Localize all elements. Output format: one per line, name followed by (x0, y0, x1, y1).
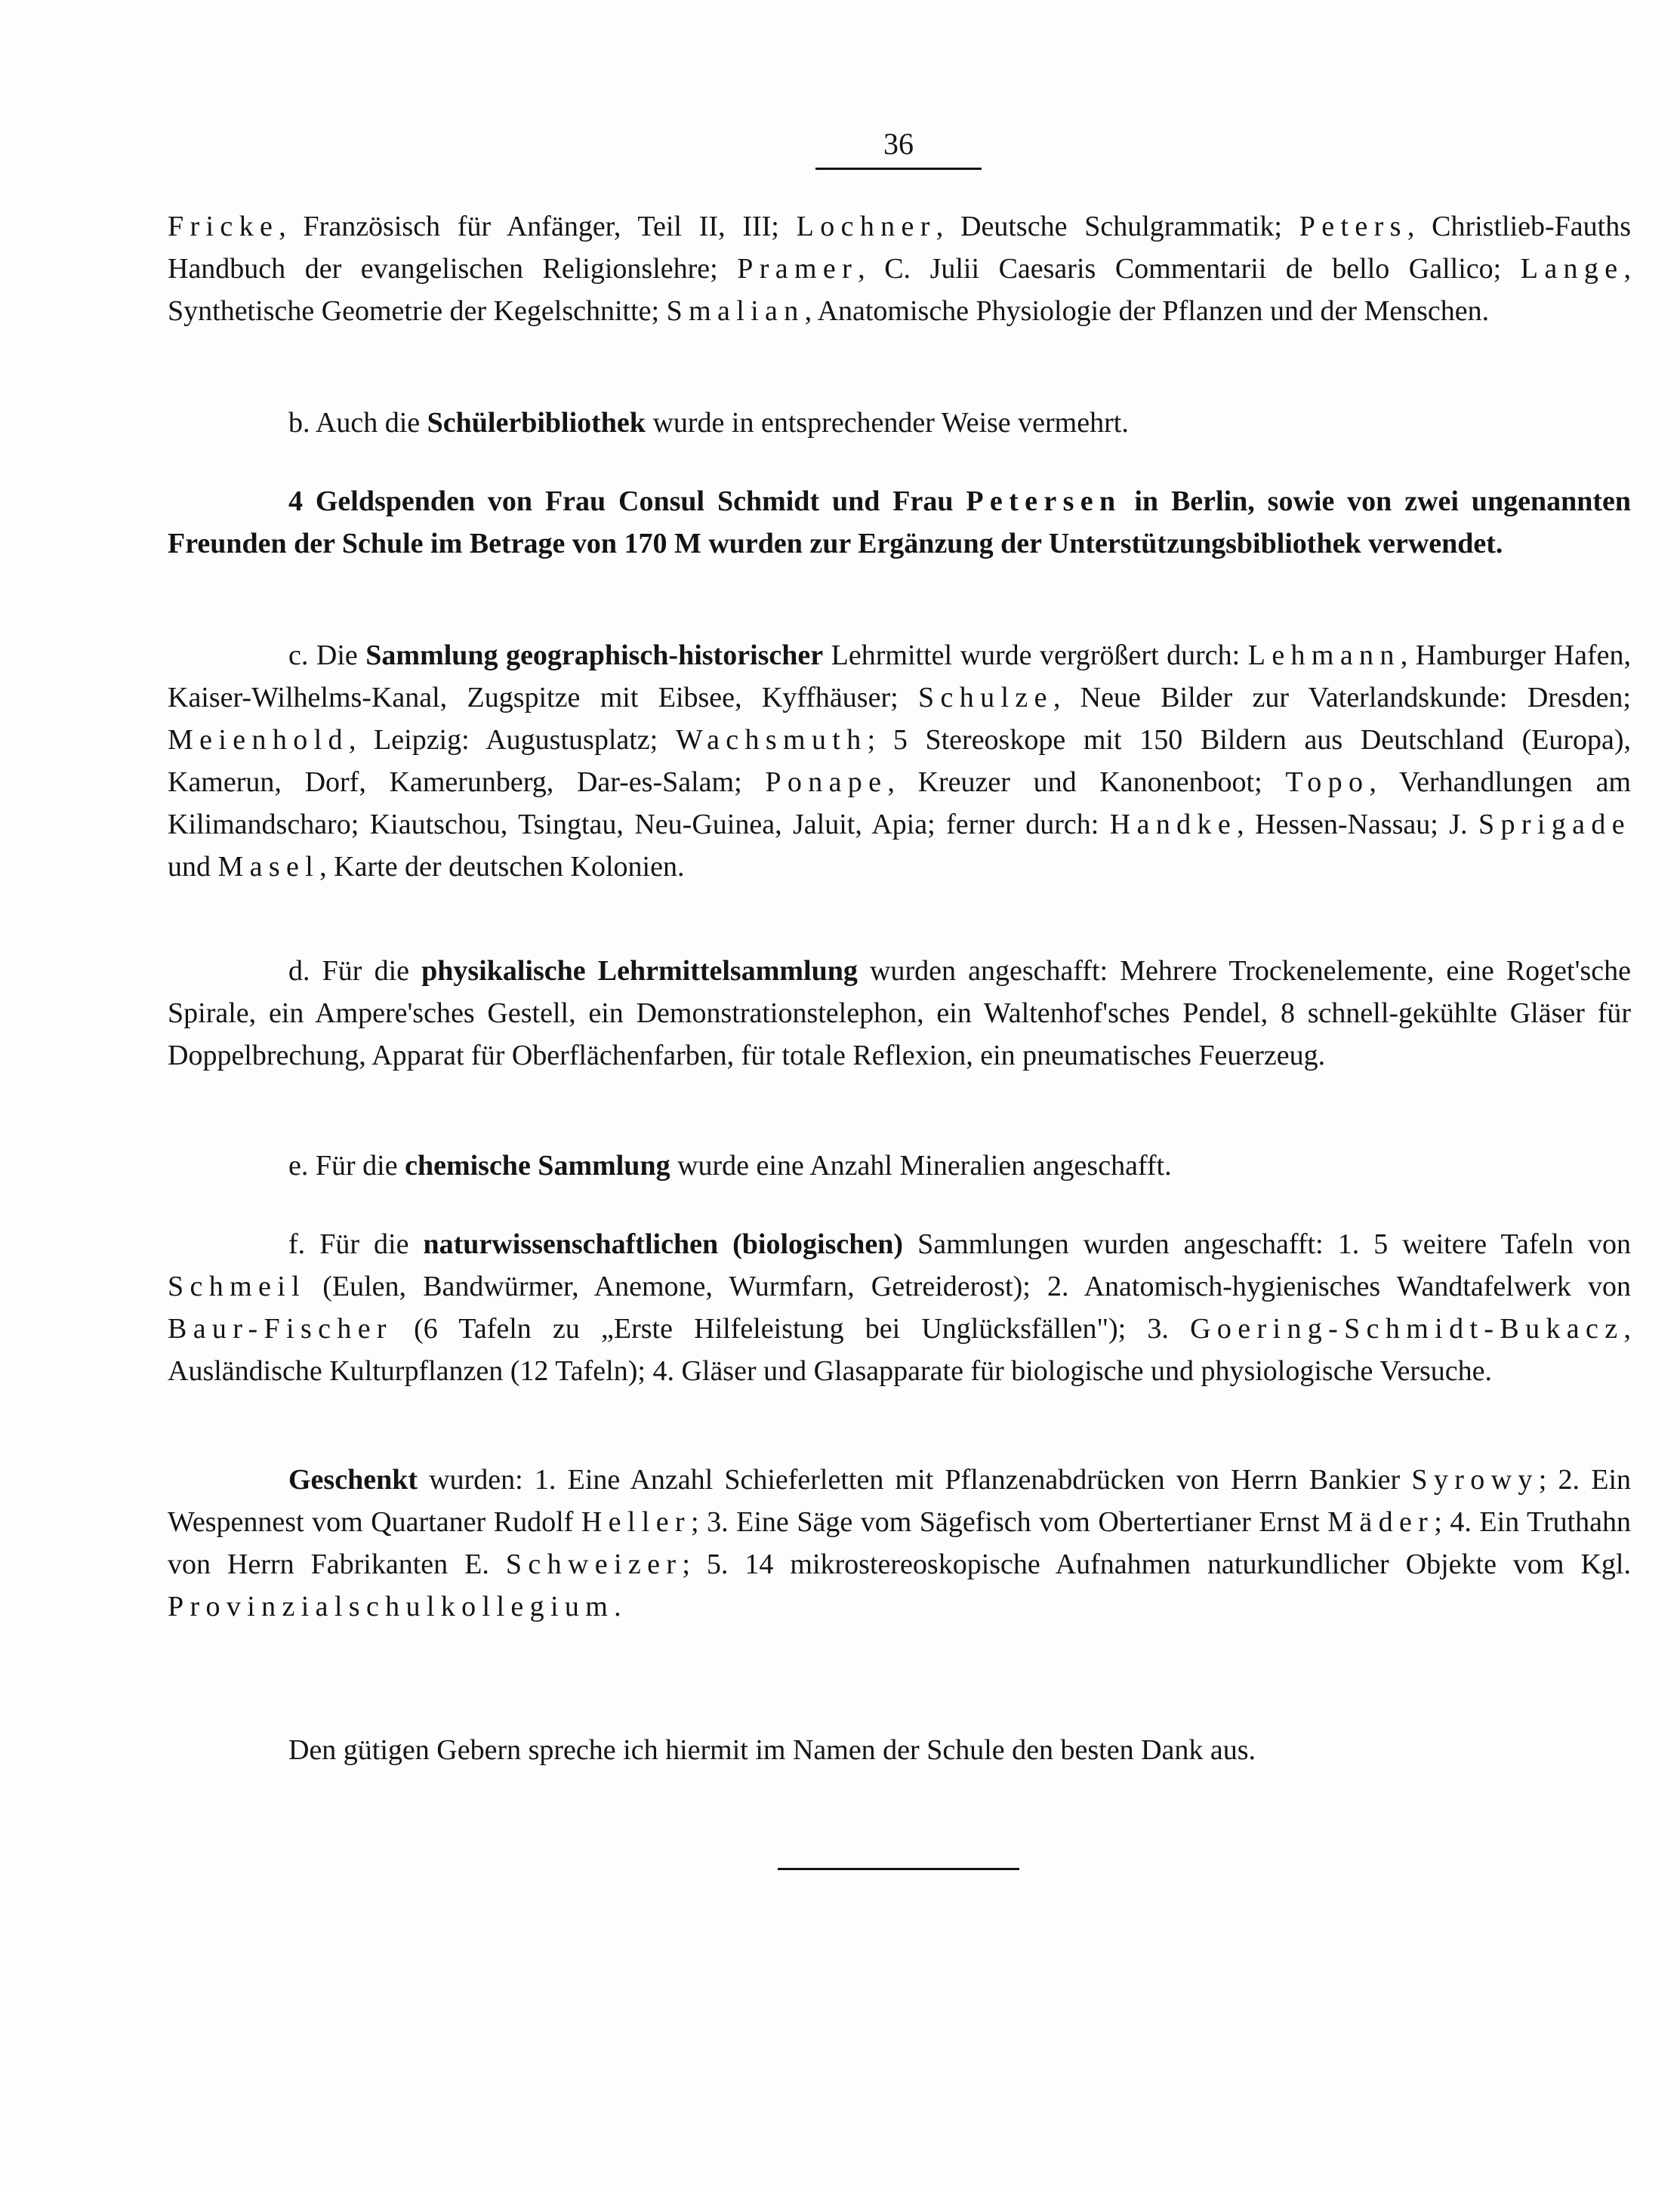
end-rule (778, 1868, 1019, 1870)
donor-name: Provinzialschulkollegium (168, 1591, 615, 1622)
text-run: e. Für die (288, 1150, 405, 1182)
author-name: Handke (1109, 809, 1238, 840)
author-name: Baur-Fischer (168, 1313, 393, 1345)
paragraph-geldspenden (168, 480, 1631, 565)
text-run: Lehrmittel wurde vergrößert durch: (823, 639, 1248, 671)
text-run: f. Für die (288, 1228, 424, 1260)
highlight-term: chemische Sammlung (405, 1150, 670, 1182)
text-run: , C. Julii Caesaris Commentarii de bello Gallico; (858, 253, 1521, 285)
text-run: (6 Tafeln zu „Erste Hilfeleistung bei Unglücksfällen"); 3. (392, 1313, 1191, 1345)
text-run: ; 5. 14 mikrostereoskopische Aufnahmen naturkundlicher Objekte vom Kgl. (682, 1548, 1631, 1580)
page-number: 36 (883, 127, 914, 161)
text-run: , Leipzig: Augustusplatz; (348, 724, 676, 756)
author-name: Smalian (666, 295, 805, 327)
text-run: wurden angeschafft: Mehrere Trockenelemente, eine Roget'sche Spirale, ein Ampere'sches Gestell, ein Demonstrationstelephon, ein Waltenhof'sches Pendel, 8 schnell-gekühlte Gläser für Doppelbrechung, Apparat für Oberflächenfarben, für totale Reflexion, ein pneumatisches Feuerzeug. (168, 955, 1631, 1071)
paragraph-b (168, 402, 1631, 444)
text-run: in Berlin, sowie von zwei ungenannten Freunden der Schule im Betrage von 170 M wurden zur Ergänzung der Unterstützungsbibliothek verwendet. (168, 485, 1631, 559)
text-run: Sammlungen wurden angeschafft: 1. 5 weitere Tafeln von (903, 1228, 1631, 1260)
highlight-term: Schülerbibliothek (427, 407, 646, 439)
text-run: c. Die (288, 639, 366, 671)
text-run: , Hessen-Nassau; J. (1237, 809, 1479, 840)
text-run: ; 5 Stereoskope mit 150 Bildern aus Deutschland (Europa), Kamerun, Dorf, Kamerunberg, Dar-es-Salam; (168, 724, 1631, 798)
text-run: , Karte der deutschen Kolonien. (319, 851, 685, 883)
author-name: Lehmann (1247, 639, 1401, 671)
highlight-term: Geschenkt (288, 1464, 418, 1496)
text-run: und (168, 851, 218, 883)
highlight-term: Sammlung geographisch-historischer (365, 639, 824, 671)
author-name: Meienhold (168, 724, 349, 756)
text-run: ; 3. Eine Säge vom Sägefisch vom Obertertianer Ernst (690, 1506, 1328, 1538)
paragraph-fricke (168, 205, 1631, 332)
text-run: , Französisch für Anfänger, Teil II, III; (279, 211, 797, 242)
author-name: Lochner (796, 211, 936, 242)
text-run: , Ausländische Kulturpflanzen (12 Tafeln); 4. Gläser und Glasapparate für biologische und physiologische Versuche. (168, 1313, 1631, 1387)
text-run: ; 2. Ein Wespennest vom Quartaner Rudolf (168, 1464, 1632, 1538)
text-run: 4 Geldspenden von Frau Consul Schmidt und Frau (288, 485, 966, 517)
text-run: wurde eine Anzahl Mineralien angeschafft. (670, 1150, 1172, 1182)
highlight-term: physikalische Lehrmittelsammlung (421, 955, 858, 987)
author-name: Goering-Schmidt-Bukacz (1190, 1313, 1624, 1345)
donor-name: Syrowy (1411, 1464, 1539, 1496)
text-run: . (614, 1591, 621, 1622)
text-run: , Kreuzer und Kanonenboot; (887, 766, 1286, 798)
paragraph-geschenkt (168, 1459, 1631, 1628)
author-name: Sprigade (1478, 809, 1631, 840)
donor-name: Petersen (966, 485, 1122, 517)
text-run: , Anatomische Physiologie der Pflanzen und der Menschen. (804, 295, 1490, 327)
text-run: wurde in entsprechender Weise vermehrt. (645, 407, 1129, 439)
closing-line: Den gütigen Gebern spreche ich hiermit im Namen der Schule den besten Dank aus. (288, 1734, 1256, 1766)
text-run: wurden: 1. Eine Anzahl Schieferletten mit Pflanzenabdrücken von Herrn Bankier (418, 1464, 1412, 1496)
author-name: Schulze (918, 682, 1053, 713)
text-run: b. Auch die (288, 407, 427, 439)
text-run: , Synthetische Geometrie der Kegelschnitte; (168, 253, 1631, 327)
author-name: Lange (1520, 253, 1624, 285)
donor-name: Heller (581, 1506, 691, 1538)
text-run: ; 4. Ein Truthahn von Herrn Fabrikanten E. (168, 1506, 1631, 1580)
author-name: Fricke (168, 211, 279, 242)
text-run: , Verhandlungen am Kilimandscharo; Kiautschou, Tsingtau, Neu-Guinea, Jaluit, Apia; ferner durch: (168, 766, 1632, 840)
paragraph-f (168, 1223, 1631, 1392)
paragraph-e (168, 1145, 1631, 1187)
author-name: Topo (1285, 766, 1370, 798)
text-run: , Hamburger Hafen, Kaiser-Wilhelms-Kanal, Zugspitze mit Eibsee, Kyffhäuser; (168, 639, 1632, 713)
author-name: Schmeil (168, 1271, 307, 1302)
text-run: , Deutsche Schulgrammatik; (936, 211, 1299, 242)
author-name: Ponape (765, 766, 888, 798)
donor-name: Schweizer (505, 1548, 683, 1580)
donor-name: Mäder (1327, 1506, 1435, 1538)
author-name: Masel (217, 851, 320, 883)
paragraph-c (168, 634, 1631, 888)
text-run: d. Für die (288, 955, 422, 987)
paragraph-d (168, 950, 1631, 1077)
text-run: , Neue Bilder zur Vaterlandskunde: Dresden; (1053, 682, 1631, 713)
author-name: Pramer (737, 253, 858, 285)
highlight-term: naturwissenschaftlichen (biologischen) (423, 1228, 904, 1260)
text-run: , Christlieb-Fauths Handbuch der evangelischen Religionslehre; (168, 211, 1631, 285)
text-run: (Eulen, Bandwürmer, Anemone, Wurmfarn, Getreiderost); 2. Anatomisch-hygienisches Wandtafelwerk von (306, 1271, 1631, 1302)
author-name: Peters (1299, 211, 1407, 242)
author-name: Wachsmuth (675, 724, 868, 756)
page-number-rule (815, 168, 982, 170)
